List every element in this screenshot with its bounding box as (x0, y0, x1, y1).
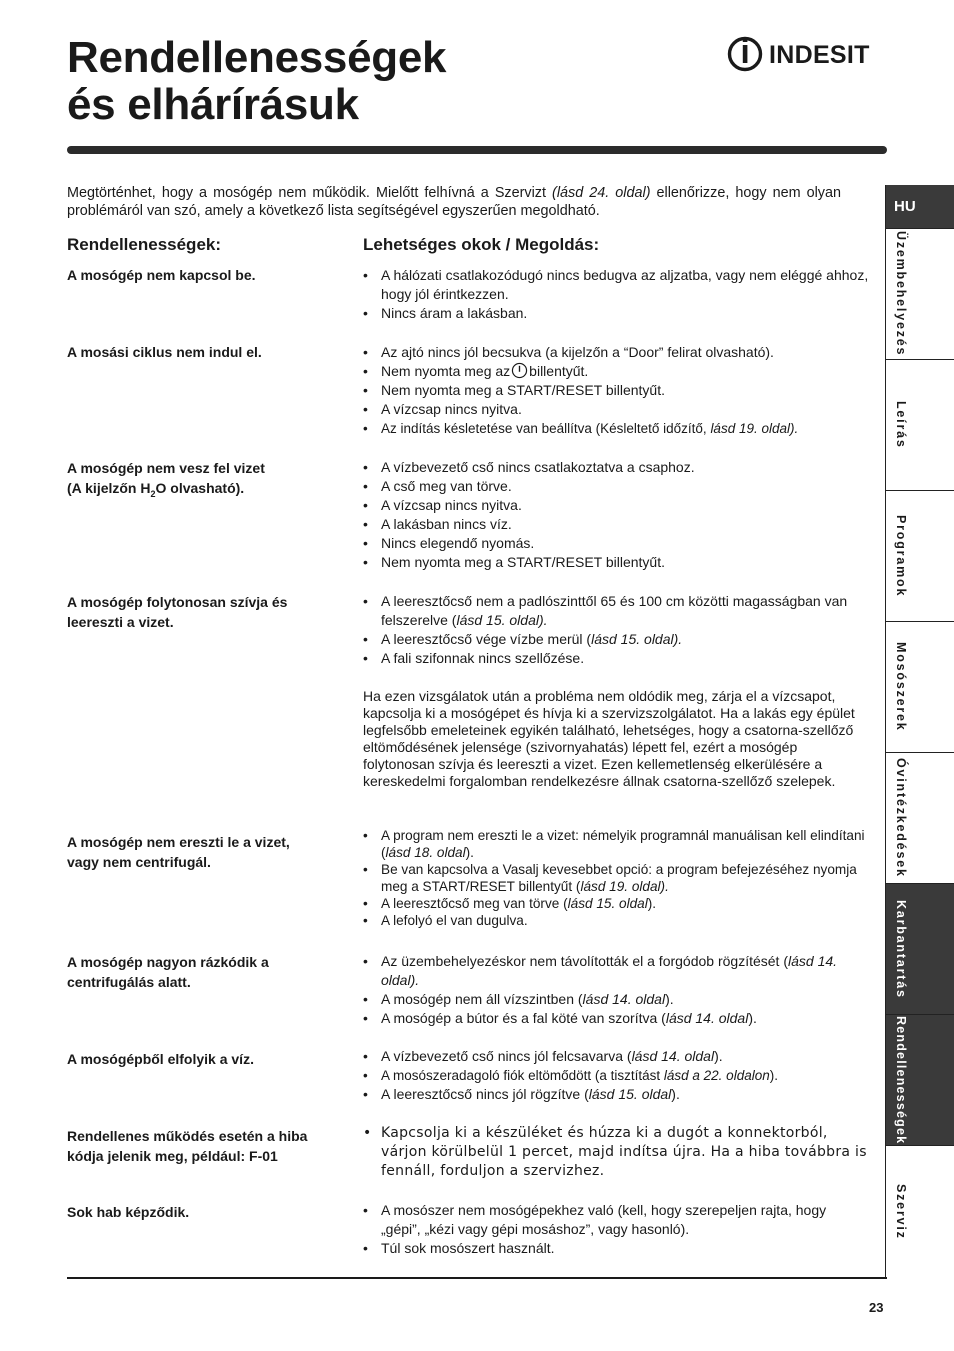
tab-precautions[interactable] (886, 752, 954, 883)
tab-label: Leírás (894, 401, 908, 449)
list-item: • A vízcsap nincs nyitva. (363, 496, 869, 515)
problem-title: A mosógépből elfolyik a víz. (67, 1051, 254, 1067)
list-item: • A program nem ereszti le a vizet: némelyik programnál manuálisan kell elindítani (lásd 18. oldal). (363, 827, 869, 861)
cause-list (363, 952, 869, 1028)
list-item: • Kapcsolja ki a készüléket és húzza ki a dugót a konnektorból, várjon körülbelül 1 percet, majd indítsa újra. Ha a hiba továbbra is fennáll, forduljon a szervizhez. (363, 1124, 869, 1181)
tab-label: Karbantartás (894, 899, 908, 999)
list-item: • Az üzembehelyezéskor nem távolították el a forgódob rögzítését (lásd 14. oldal). (363, 952, 869, 990)
list-item: • A leeresztőcső nincs jól rögzítve (lásd 15. oldal). (363, 1085, 869, 1104)
header-rule (67, 146, 887, 154)
tab-programs[interactable] (886, 490, 954, 621)
problem-title: A mosógép nem ereszti le a vizet, vagy nem centrifugál. (67, 834, 290, 870)
tab-maintenance[interactable] (886, 883, 954, 1014)
list-item: • Nem nyomta meg a START/RESET billentyűt. (363, 381, 869, 400)
list-item: • A leeresztőcső vége vízbe merül (lásd 15. oldal). (363, 630, 869, 649)
problem-title: A mosási ciklus nem indul el. (67, 344, 262, 360)
list-item: • Nincs áram a lakásban. (363, 304, 869, 323)
list-item: • A mosószeradagoló fiók eltömődött (a tisztítást lásd a 22. oldalon). (363, 1066, 869, 1085)
column-header-solutions: Lehetséges okok / Megoldás: (363, 235, 600, 254)
list-item: • A leeresztőcső meg van törve (lásd 15. oldal). (363, 895, 869, 912)
list-item: • A vízbevezető cső nincs jól felcsavarva (lásd 14. oldal). (363, 1047, 869, 1066)
list-item: • Be van kapcsolva a Vasalj kevesebbet opció: a program befejezéséhez nyomja meg a START/RESET billentyűt (lásd 19. oldal). (363, 861, 869, 895)
list-item: • A mosógép a bútor és a fal köté van szorítva (lásd 14. oldal). (363, 1009, 869, 1028)
power-icon (511, 362, 528, 379)
page-number: 23 (869, 1300, 884, 1315)
title-line-2: és elhárírásuk (67, 80, 359, 129)
problem-title: A mosógép folytonosan szívja és leereszti a vizet. (67, 594, 288, 630)
footer-rule (67, 1277, 887, 1279)
tab-detergents[interactable] (886, 621, 954, 752)
tab-label: Mosószerek (894, 642, 908, 732)
tab-label: Szerviz (894, 1184, 908, 1240)
list-item: • A lakásban nincs víz. (363, 515, 869, 534)
list-item: • Nem nyomta meg a START/RESET billentyűt. (363, 553, 869, 572)
cause-list (363, 1201, 869, 1258)
siphon-note: Ha ezen vizsgálatok után a probléma nem oldódik meg, zárja el a vízcsapot, kapcsolja ki a mosógépet és hívja ki a szervizszolgálatot. Ha a lakás egy épület legfelsőbb emeleteinek egyikén található, lehetséges, hogy a csatorna-szellőző eltömődésének jelensége (szivornyahatás) lépett fel, ezért a mosógép folytonosan szívja és leereszti a vizet. Ezen kellemetlenség elkerülésére a kereskedelmi forgalomban rendelkezésre állnak csatorna-szellőző szelepek. (363, 688, 855, 789)
problem-title: A mosógép nagyon rázkódik a centrifugálás alatt. (67, 954, 269, 990)
cause-list (363, 592, 869, 668)
list-item: • A leeresztőcső nem a padlószinttől 65 és 100 cm közötti magasságban van felszerelve (lásd 15. oldal). (363, 592, 869, 630)
cause-list (363, 266, 869, 323)
section-sidebar (885, 185, 954, 1278)
cause-list (363, 1124, 869, 1181)
title-line-1: Rendellenességek (67, 33, 447, 82)
list-item: • A hálózati csatlakozódugó nincs bedugva az aljzatba, vagy nem eléggé ahhoz, hogy jól érintkezzen. (363, 266, 869, 304)
list-item: • Az ajtó nincs jól becsukva (a kijelzőn a “Door” felirat olvasható). (363, 343, 869, 362)
tab-description[interactable] (886, 359, 954, 490)
tab-installation[interactable] (886, 228, 954, 359)
cause-list (363, 827, 869, 929)
problem-title: Rendellenes működés esetén a hiba kódja jelenik meg, például: F-01 (67, 1128, 308, 1164)
tab-troubleshooting[interactable] (886, 1014, 954, 1145)
intro-reference: (lásd 24. oldal) (552, 185, 651, 201)
list-item: • A fali szifonnak nincs szellőzése. (363, 649, 869, 668)
intro-text: Megtörténhet, hogy a mosógép nem működik. Mielőtt felhívná a Szervizt (lásd 24. oldal) ellenőrizze, hogy nem olyan problémáról van szó, amely a következő lista segítségével egyszerűen megoldható. (67, 185, 842, 219)
tab-label: Üzembehelyezés (894, 231, 908, 357)
list-item: • A mosógép nem áll vízszintben (lásd 14. oldal). (363, 990, 869, 1009)
problem-title: A mosógép nem kapcsol be. (67, 267, 256, 283)
svg-text:INDESIT: INDESIT (769, 41, 870, 69)
list-item: • A vízbevezető cső nincs csatlakoztatva a csaphoz. (363, 458, 869, 477)
list-item: • A vízcsap nincs nyitva. (363, 400, 869, 419)
language-tab[interactable]: HU (886, 185, 954, 228)
list-item: • A lefolyó el van dugulva. (363, 912, 869, 929)
indesit-logo (727, 33, 887, 75)
tab-service[interactable] (886, 1145, 954, 1278)
problem-title: A mosógép nem vesz fel vizet (A kijelzőn $H_2O$ olvasható). (67, 460, 265, 499)
list-item: • A mosószer nem mosógépekhez való (kell, hogy szerepeljen rajta, hogy „gépi”, „kézi vagy gépi mosáshoz”, vagy hasonló). (363, 1201, 869, 1239)
cause-list (363, 458, 869, 572)
list-item: • Túl sok mosószert használt. (363, 1239, 869, 1258)
list-item: • Az indítás késletetése van beállítva (Késleltető időzítő, lásd 19. oldal). (363, 419, 869, 438)
tab-label: Óvintézkedések (894, 758, 908, 878)
tab-label: Programok (894, 514, 908, 598)
list-item: • A cső meg van törve. (363, 477, 869, 496)
cause-list (363, 343, 869, 438)
cause-list (363, 1047, 869, 1104)
column-header-problems: Rendellenességek: (67, 235, 222, 254)
problem-title: Sok hab képződik. (67, 1204, 190, 1220)
page-title (67, 34, 446, 128)
tab-label: Rendellenességek (894, 1015, 908, 1145)
list-item: • Nincs elegendő nyomás. (363, 534, 869, 553)
list-item: • Nem nyomta meg az billentyűt. (363, 362, 869, 381)
